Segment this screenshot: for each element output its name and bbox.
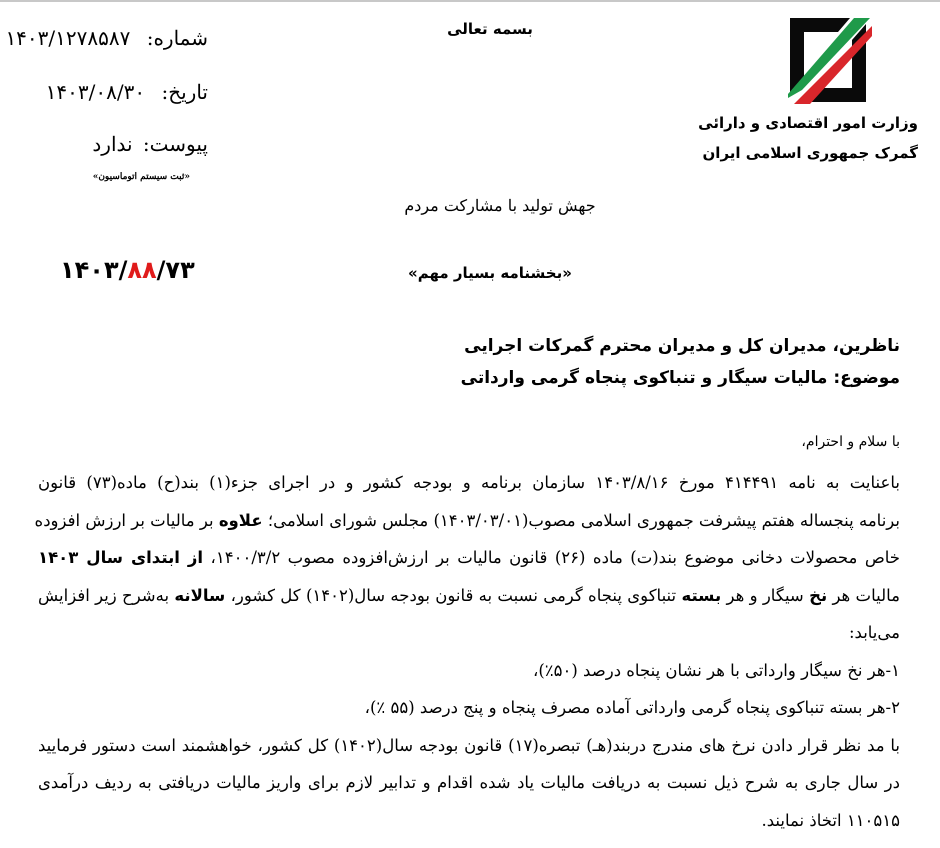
bold-pack: بسته [681,585,722,605]
bold-annually: سالانه [174,585,226,605]
closing-line: ۱۱۰۵۱۵ اتخاذ نمایند. [761,810,900,830]
letter-body [34,464,901,839]
circular-number-seq: /۷۳ [156,256,195,284]
rate-item: ۱-هر نخ سیگار وارداتی با هر نشان پنجاه درصد (۵۰٪)، [533,660,900,680]
letter-attachment [92,132,208,156]
greeting: با سلام و احترام، [801,434,900,450]
body-line [38,539,900,577]
body-text: مالیات هر [827,585,900,605]
customs-name: گمرک جمهوری اسلامی ایران [702,144,918,162]
automation-note: «ثبت سیستم اتوماسیون» [92,172,190,182]
circular-title: «بخشنامه بسیار مهم» [408,264,572,282]
attachment-label: پیوست: [142,132,208,156]
body-text: تنباکوی پنجاه گرمی نسبت به قانون بودجه سال(۱۴۰۲) کل کشور، [225,585,682,605]
number-value: ۱۴۰۳/۱۲۷۸۵۸۷ [5,26,131,50]
circular-number-year: ۱۴۰۳/ [60,256,128,284]
body-line: می‌یابد: [848,623,900,642]
bold-from-start-of-year: از ابتدای سال ۱۴۰۳ [38,548,204,567]
closing-line: در سال جاری به شرح ذیل نسبت به دریافت مالیات یاد شده اقدام و تدابیر لازم برای واریز مالیات دریافتی به ردیف درآمدی [38,773,900,792]
body-line: باعنایت به نامه ۴۱۴۴۹۱ مورخ ۱۴۰۳/۸/۱۶ سازمان برنامه و بودجه کشور و در اجرای جزء(۱) بند(ح) ماده(۷۳) قانون [38,473,900,492]
body-text: سیگار و هر [721,585,810,605]
letter-date [46,80,208,104]
letter-number [5,26,208,50]
date-value: ۱۴۰۳/۰۸/۳۰ [45,80,146,104]
body-text: برنامه پنجساله هفتم پیشرفت جمهوری اسلامی مصوب(۱۴۰۳/۰۳/۰۱) مجلس شورای اسلامی؛ [262,510,900,530]
body-line [38,577,900,615]
slogan: جهش تولید با مشارکت مردم [404,196,596,215]
body-text: خاص محصولات دخانی موضوع بند(ت) ماده (۲۶) قانون مالیات بر ارزش‌افزوده مصوب ۱۴۰۰/۳/۲، [203,548,900,567]
ministry-name: وزارت امور اقتصادی و دارائی [698,114,918,132]
circular-number-code: ۸۸ [127,256,157,284]
bold-stick: نخ [809,585,828,605]
bold-in-addition: علاوه [218,510,263,530]
bismillah-heading: بسمه تعالی [447,20,533,38]
rate-item: ۲-هر بسته تنباکوی پنجاه گرمی وارداتی آماده مصرف پنجاه و پنج درصد (۵۵ ٪)، [364,698,900,717]
body-line [34,502,900,540]
subject-line: موضوع: مالیات سیگار و تنباکوی پنجاه گرمی وارداتی [460,368,900,388]
closing-line: با مد نظر قرار دادن نرخ های مندرج دربند(هـ) تبصره(۱۷) قانون بودجه سال(۱۴۰۲) کل کشور، خواهشمند است دستور فرمایید [38,735,901,755]
addressee: ناظرین، مدیران کل و مدیران محترم گمرکات اجرایی [464,336,900,356]
body-text: بر مالیات بر ارزش افزوده [34,510,214,530]
attachment-value: ندارد [92,132,133,156]
body-text: به‌شرح زیر افزایش [38,585,175,605]
date-label: تاریخ: [161,80,208,104]
number-label: شماره: [146,26,208,50]
